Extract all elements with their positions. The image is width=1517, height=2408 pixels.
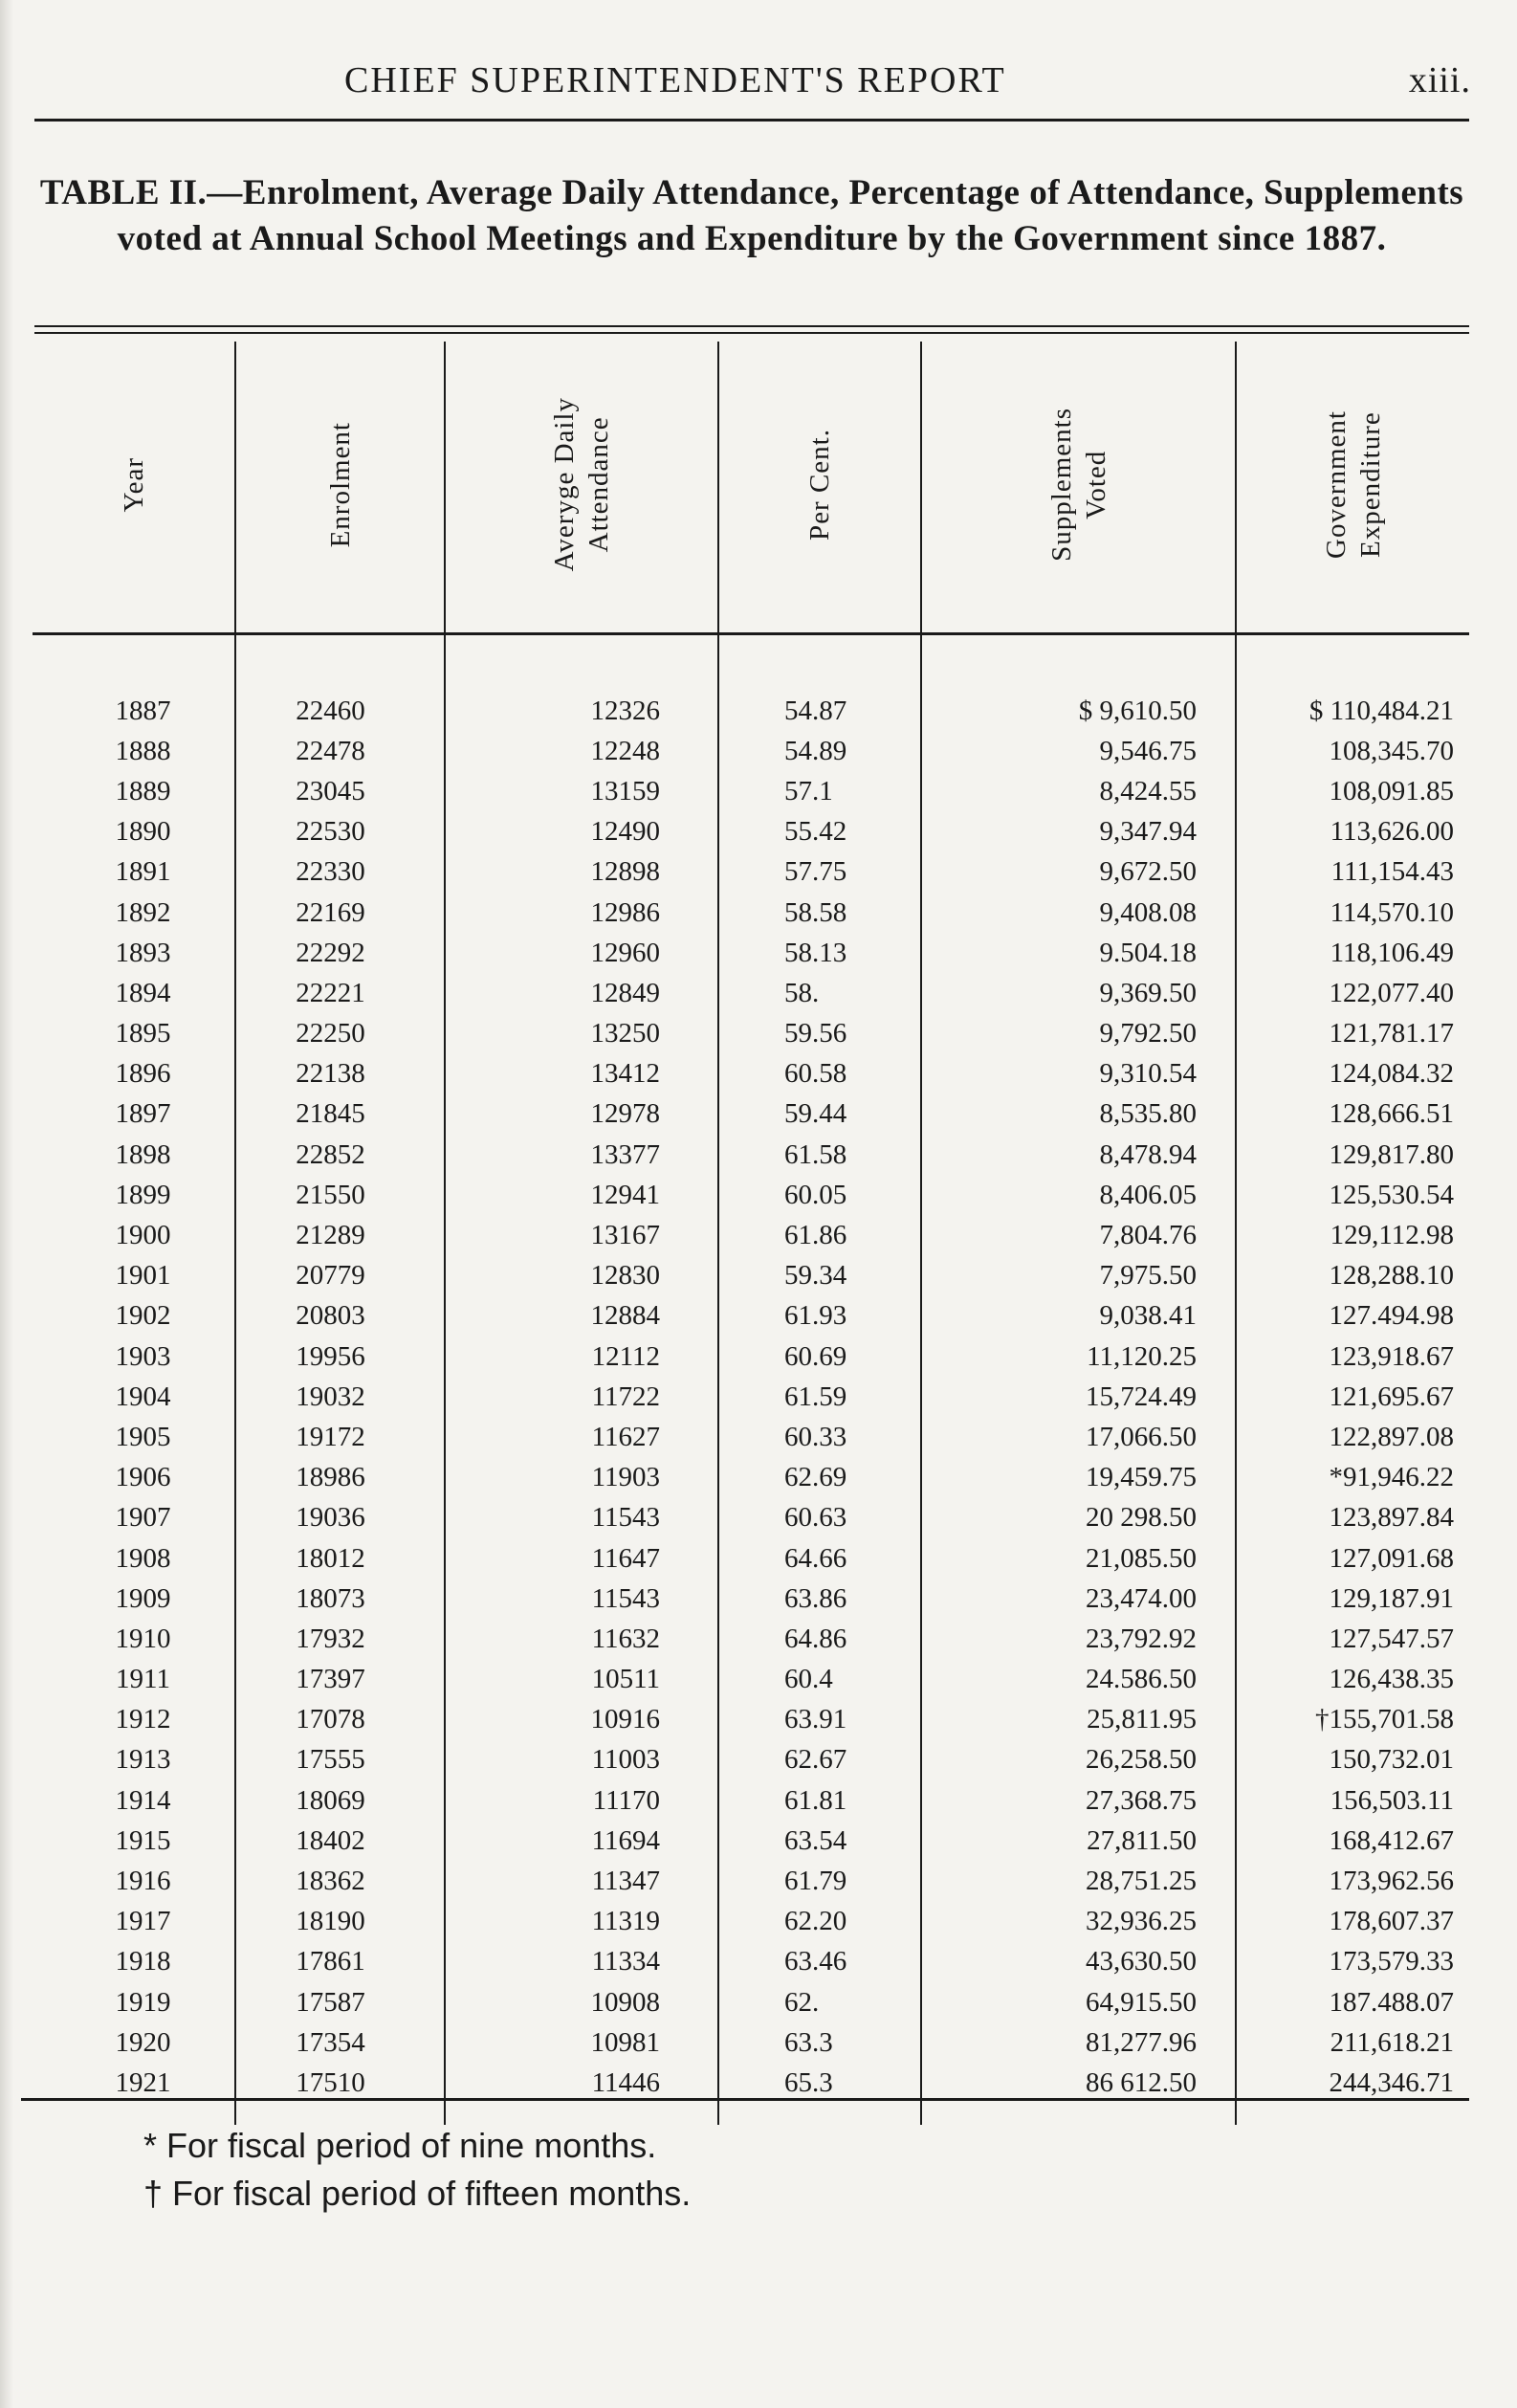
header-attendance-line2: Attendance	[583, 416, 614, 553]
cell-expenditure: 108,091.85	[1236, 771, 1469, 811]
cell-supplements: 19,459.75	[921, 1458, 1236, 1498]
cell-expenditure: 129,817.80	[1236, 1135, 1469, 1175]
cell-percent: 62.	[718, 1982, 921, 2022]
cell-attendance: 10511	[445, 1660, 718, 1700]
cell-expenditure: 124,084.32	[1236, 1054, 1469, 1094]
cell-expenditure: 127.494.98	[1236, 1296, 1469, 1337]
cell-supplements: $ 9,610.50	[921, 634, 1236, 732]
cell-attendance: 10916	[445, 1700, 718, 1740]
cell-supplements: 81,277.96	[921, 2022, 1236, 2063]
header-supplements	[921, 342, 1236, 634]
cell-enrolment: 18402	[235, 1821, 445, 1861]
table-row	[33, 634, 1469, 732]
cell-enrolment: 18073	[235, 1579, 445, 1619]
table-row	[33, 1094, 1469, 1135]
cell-supplements: 21,085.50	[921, 1538, 1236, 1579]
cell-percent: 62.20	[718, 1902, 921, 1942]
cell-percent: 61.93	[718, 1296, 921, 1337]
cell-percent: 63.91	[718, 1700, 921, 1740]
cell-attendance: 13167	[445, 1215, 718, 1255]
header-attendance-label	[547, 397, 616, 571]
cell-year: 1895	[115, 1018, 171, 1049]
table-row	[33, 731, 1469, 771]
cell-expenditure: 187.488.07	[1236, 1982, 1469, 2022]
table-row	[33, 1579, 1469, 1619]
header-expenditure-line1: Government	[1320, 410, 1352, 559]
cell-attendance: 11632	[445, 1619, 718, 1659]
cell-expenditure: 127,547.57	[1236, 1619, 1469, 1659]
cell-supplements: 8,478.94	[921, 1135, 1236, 1175]
cell-percent: 61.59	[718, 1377, 921, 1417]
cell-year: 1920	[115, 2026, 171, 2058]
cell-percent: 62.69	[718, 1458, 921, 1498]
table-row	[33, 973, 1469, 1013]
cell-year: 1910	[115, 1623, 171, 1654]
header-enrolment-label: Enrolment	[324, 421, 356, 548]
cell-percent: 59.34	[718, 1256, 921, 1296]
table-row	[33, 1054, 1469, 1094]
cell-enrolment: 22330	[235, 852, 445, 893]
cell-attendance: 11003	[445, 1740, 718, 1780]
cell-attendance: 11694	[445, 1821, 718, 1861]
cell-year: 1892	[115, 896, 171, 928]
table-bottom-rule	[21, 2098, 1469, 2101]
cell-enrolment: 22221	[235, 973, 445, 1013]
cell-enrolment: 20803	[235, 1296, 445, 1337]
header-attendance	[445, 342, 718, 634]
cell-supplements: 86 612.50	[921, 2063, 1236, 2124]
cell-supplements: 7,975.50	[921, 1256, 1236, 1296]
cell-percent: 61.86	[718, 1215, 921, 1255]
footnotes	[143, 2122, 691, 2218]
cell-attendance: 11627	[445, 1417, 718, 1457]
cell-attendance: 11446	[445, 2063, 718, 2124]
caption-rule-top	[34, 325, 1469, 327]
cell-expenditure: 128,666.51	[1236, 1094, 1469, 1135]
table-row	[33, 1942, 1469, 1982]
cell-enrolment: 21550	[235, 1175, 445, 1215]
cell-attendance: 11334	[445, 1942, 718, 1982]
table-row	[33, 852, 1469, 893]
cell-enrolment: 21289	[235, 1215, 445, 1255]
cell-percent: 54.89	[718, 731, 921, 771]
cell-percent: 61.79	[718, 1861, 921, 1901]
cell-expenditure: 173,962.56	[1236, 1861, 1469, 1901]
cell-enrolment: 19956	[235, 1337, 445, 1377]
cell-expenditure: 118,106.49	[1236, 933, 1469, 973]
cell-supplements: 9,369.50	[921, 973, 1236, 1013]
cell-supplements: 9,347.94	[921, 812, 1236, 852]
table-row	[33, 1700, 1469, 1740]
table-row	[33, 1014, 1469, 1054]
cell-enrolment: 18069	[235, 1780, 445, 1821]
cell-enrolment: 17861	[235, 1942, 445, 1982]
cell-attendance: 12112	[445, 1337, 718, 1377]
cell-enrolment: 19172	[235, 1417, 445, 1457]
cell-attendance: 13412	[445, 1054, 718, 1094]
header-enrolment	[235, 342, 445, 634]
cell-supplements: 43,630.50	[921, 1942, 1236, 1982]
table-row	[33, 1619, 1469, 1659]
cell-year: 1888	[115, 735, 171, 766]
cell-year: 1901	[115, 1260, 171, 1292]
cell-year: 1903	[115, 1340, 171, 1372]
cell-enrolment: 18190	[235, 1902, 445, 1942]
cell-year: 1902	[115, 1300, 171, 1332]
cell-year: 1915	[115, 1824, 171, 1856]
cell-year: 1904	[115, 1381, 171, 1412]
cell-percent: 63.46	[718, 1942, 921, 1982]
cell-supplements: 17,066.50	[921, 1417, 1236, 1457]
cell-attendance: 11647	[445, 1538, 718, 1579]
cell-year: 1896	[115, 1058, 171, 1090]
cell-enrolment: 18012	[235, 1538, 445, 1579]
cell-expenditure: 123,918.67	[1236, 1337, 1469, 1377]
cell-enrolment: 17354	[235, 2022, 445, 2063]
table-row	[33, 1538, 1469, 1579]
cell-year: 1919	[115, 1986, 171, 2018]
cell-year: 1890	[115, 816, 171, 848]
cell-supplements: 32,936.25	[921, 1902, 1236, 1942]
cell-supplements: 27,811.50	[921, 1821, 1236, 1861]
cell-year: 1921	[115, 2066, 171, 2098]
cell-percent: 57.75	[718, 852, 921, 893]
cell-attendance: 13159	[445, 771, 718, 811]
cell-attendance: 12960	[445, 933, 718, 973]
cell-percent: 62.67	[718, 1740, 921, 1780]
cell-enrolment: 17078	[235, 1700, 445, 1740]
cell-expenditure: †155,701.58	[1236, 1700, 1469, 1740]
cell-supplements: 20 298.50	[921, 1498, 1236, 1538]
cell-percent: 60.33	[718, 1417, 921, 1457]
table-row	[33, 1215, 1469, 1255]
cell-attendance: 12898	[445, 852, 718, 893]
cell-year: 1889	[115, 775, 171, 806]
cell-supplements: 23,474.00	[921, 1579, 1236, 1619]
table-row	[33, 1458, 1469, 1498]
cell-supplements: 9,792.50	[921, 1014, 1236, 1054]
table-row	[33, 1337, 1469, 1377]
cell-attendance: 11543	[445, 1579, 718, 1619]
cell-expenditure: 156,503.11	[1236, 1780, 1469, 1821]
cell-percent: 57.1	[718, 771, 921, 811]
cell-percent: 60.58	[718, 1054, 921, 1094]
cell-percent: 61.81	[718, 1780, 921, 1821]
cell-year: 1899	[115, 1179, 171, 1210]
cell-expenditure: 127,091.68	[1236, 1538, 1469, 1579]
cell-attendance: 13377	[445, 1135, 718, 1175]
cell-percent: 58.58	[718, 893, 921, 933]
cell-expenditure: 178,607.37	[1236, 1902, 1469, 1942]
cell-year: 1894	[115, 977, 171, 1008]
cell-year: 1887	[115, 695, 171, 726]
cell-expenditure: $ 110,484.21	[1236, 634, 1469, 732]
table-row	[33, 1498, 1469, 1538]
cell-percent: 64.86	[718, 1619, 921, 1659]
cell-year: 1893	[115, 937, 171, 968]
cell-percent: 59.56	[718, 1014, 921, 1054]
cell-percent: 65.3	[718, 2063, 921, 2124]
header-attendance-line1: Averyge Daily	[549, 397, 580, 572]
cell-enrolment: 22460	[235, 634, 445, 732]
cell-year: 1898	[115, 1138, 171, 1170]
cell-attendance: 12978	[445, 1094, 718, 1135]
cell-supplements: 11,120.25	[921, 1337, 1236, 1377]
cell-supplements: 9,310.54	[921, 1054, 1236, 1094]
header-year	[33, 342, 235, 634]
cell-enrolment: 17932	[235, 1619, 445, 1659]
cell-attendance: 13250	[445, 1014, 718, 1054]
cell-supplements: 26,258.50	[921, 1740, 1236, 1780]
cell-expenditure: 244,346.71	[1236, 2063, 1469, 2124]
table-row	[33, 1256, 1469, 1296]
cell-expenditure: *91,946.22	[1236, 1458, 1469, 1498]
cell-year: 1913	[115, 1744, 171, 1776]
cell-attendance: 10908	[445, 1982, 718, 2022]
cell-percent: 55.42	[718, 812, 921, 852]
cell-enrolment: 23045	[235, 771, 445, 811]
cell-expenditure: 114,570.10	[1236, 893, 1469, 933]
header-year-label: Year	[118, 456, 149, 513]
cell-supplements: 28,751.25	[921, 1861, 1236, 1901]
table-row	[33, 933, 1469, 973]
cell-attendance: 12884	[445, 1296, 718, 1337]
cell-supplements: 9,038.41	[921, 1296, 1236, 1337]
cell-enrolment: 22138	[235, 1054, 445, 1094]
cell-supplements: 9.504.18	[921, 933, 1236, 973]
cell-supplements: 23,792.92	[921, 1619, 1236, 1659]
cell-year: 1908	[115, 1542, 171, 1574]
caption-rule-bottom	[34, 332, 1469, 334]
header-expenditure	[1236, 342, 1469, 634]
cell-supplements: 8,424.55	[921, 771, 1236, 811]
cell-percent: 54.87	[718, 634, 921, 732]
cell-enrolment: 22530	[235, 812, 445, 852]
cell-enrolment: 22169	[235, 893, 445, 933]
cell-percent: 61.58	[718, 1135, 921, 1175]
cell-attendance: 11903	[445, 1458, 718, 1498]
cell-enrolment: 22292	[235, 933, 445, 973]
cell-year: 1906	[115, 1462, 171, 1493]
cell-expenditure: 129,187.91	[1236, 1579, 1469, 1619]
running-head-title: CHIEF SUPERINTENDENT'S REPORT	[344, 60, 1006, 100]
cell-enrolment: 17397	[235, 1660, 445, 1700]
cell-enrolment: 19036	[235, 1498, 445, 1538]
cell-year: 1914	[115, 1784, 171, 1816]
cell-percent: 60.05	[718, 1175, 921, 1215]
cell-expenditure: 123,897.84	[1236, 1498, 1469, 1538]
cell-enrolment: 22852	[235, 1135, 445, 1175]
cell-enrolment: 21845	[235, 1094, 445, 1135]
cell-attendance: 11722	[445, 1377, 718, 1417]
cell-year: 1916	[115, 1866, 171, 1897]
cell-expenditure: 211,618.21	[1236, 2022, 1469, 2063]
table-row	[33, 1982, 1469, 2022]
header-expenditure-line2: Expenditure	[1354, 411, 1386, 558]
cell-percent: 60.63	[718, 1498, 921, 1538]
cell-expenditure: 129,112.98	[1236, 1215, 1469, 1255]
cell-percent: 60.69	[718, 1337, 921, 1377]
cell-percent: 58.13	[718, 933, 921, 973]
cell-expenditure: 122,077.40	[1236, 973, 1469, 1013]
cell-year: 1905	[115, 1421, 171, 1452]
table-row	[33, 1417, 1469, 1457]
cell-supplements: 9,546.75	[921, 731, 1236, 771]
cell-year: 1891	[115, 856, 171, 888]
cell-year: 1917	[115, 1906, 171, 1937]
cell-expenditure: 122,897.08	[1236, 1417, 1469, 1457]
cell-attendance: 11543	[445, 1498, 718, 1538]
header-supplements-label	[1044, 408, 1113, 562]
header-percent-label: Per Cent.	[804, 429, 835, 541]
cell-attendance: 12490	[445, 812, 718, 852]
table-body	[33, 634, 1469, 2125]
cell-supplements: 9,672.50	[921, 852, 1236, 893]
header-row	[33, 342, 1469, 634]
cell-attendance: 11170	[445, 1780, 718, 1821]
cell-supplements: 27,368.75	[921, 1780, 1236, 1821]
cell-expenditure: 168,412.67	[1236, 1821, 1469, 1861]
cell-attendance: 12248	[445, 731, 718, 771]
cell-enrolment: 22250	[235, 1014, 445, 1054]
cell-supplements: 8,406.05	[921, 1175, 1236, 1215]
table-row	[33, 1821, 1469, 1861]
cell-percent: 63.86	[718, 1579, 921, 1619]
table-row	[33, 1861, 1469, 1901]
table-row	[33, 1296, 1469, 1337]
table-row	[33, 1377, 1469, 1417]
cell-attendance: 12830	[445, 1256, 718, 1296]
table-row	[33, 812, 1469, 852]
cell-attendance: 11319	[445, 1902, 718, 1942]
cell-year: 1918	[115, 1946, 171, 1977]
cell-enrolment: 19032	[235, 1377, 445, 1417]
header-expenditure-label	[1319, 410, 1388, 559]
table-row	[33, 1740, 1469, 1780]
cell-attendance: 12326	[445, 634, 718, 732]
header-supplements-line2: Voted	[1080, 450, 1111, 519]
cell-year: 1909	[115, 1582, 171, 1614]
table-row	[33, 1135, 1469, 1175]
cell-percent: 58.	[718, 973, 921, 1013]
cell-enrolment: 17555	[235, 1740, 445, 1780]
cell-supplements: 64,915.50	[921, 1982, 1236, 2022]
running-head	[0, 59, 1517, 107]
cell-attendance: 10981	[445, 2022, 718, 2063]
table-row	[33, 771, 1469, 811]
cell-percent: 59.44	[718, 1094, 921, 1135]
cell-supplements: 7,804.76	[921, 1215, 1236, 1255]
cell-percent: 63.54	[718, 1821, 921, 1861]
page-number: xiii.	[1408, 60, 1471, 100]
cell-expenditure: 128,288.10	[1236, 1256, 1469, 1296]
cell-year: 1900	[115, 1220, 171, 1251]
cell-attendance: 12986	[445, 893, 718, 933]
cell-attendance: 11347	[445, 1861, 718, 1901]
table-row	[33, 893, 1469, 933]
cell-year: 1912	[115, 1704, 171, 1735]
cell-enrolment: 18362	[235, 1861, 445, 1901]
table-row	[33, 1902, 1469, 1942]
cell-expenditure: 150,732.01	[1236, 1740, 1469, 1780]
page-edge-shadow	[0, 0, 13, 2408]
table-caption: TABLE II.—Enrolment, Average Daily Attendance, Percentage of Attendance, Supplements voted at Annual School Meetings and Expenditure by the Government since 1887.	[39, 173, 1464, 258]
table-row	[33, 1660, 1469, 1700]
table-row	[33, 2063, 1469, 2124]
header-percent	[718, 342, 921, 634]
cell-enrolment: 17510	[235, 2063, 445, 2124]
cell-expenditure: 126,438.35	[1236, 1660, 1469, 1700]
header-rule	[34, 119, 1469, 122]
table-row	[33, 1175, 1469, 1215]
cell-percent: 63.3	[718, 2022, 921, 2063]
cell-percent: 60.4	[718, 1660, 921, 1700]
statistics-table	[33, 342, 1469, 2125]
cell-expenditure: 121,695.67	[1236, 1377, 1469, 1417]
cell-year: 1907	[115, 1502, 171, 1534]
cell-enrolment: 22478	[235, 731, 445, 771]
cell-expenditure: 108,345.70	[1236, 731, 1469, 771]
cell-enrolment: 18986	[235, 1458, 445, 1498]
cell-enrolment: 20779	[235, 1256, 445, 1296]
cell-supplements: 24.586.50	[921, 1660, 1236, 1700]
cell-expenditure: 125,530.54	[1236, 1175, 1469, 1215]
cell-expenditure: 111,154.43	[1236, 852, 1469, 893]
table-row	[33, 1780, 1469, 1821]
cell-attendance: 12849	[445, 973, 718, 1013]
header-supplements-line1: Supplements	[1045, 408, 1077, 562]
footnote-fifteen-months: † For fiscal period of fifteen months.	[143, 2174, 692, 2213]
cell-supplements: 8,535.80	[921, 1094, 1236, 1135]
cell-supplements: 25,811.95	[921, 1700, 1236, 1740]
cell-enrolment: 17587	[235, 1982, 445, 2022]
cell-expenditure: 121,781.17	[1236, 1014, 1469, 1054]
cell-supplements: 9,408.08	[921, 893, 1236, 933]
cell-year: 1911	[116, 1664, 170, 1695]
cell-year: 1897	[115, 1098, 171, 1130]
cell-supplements: 15,724.49	[921, 1377, 1236, 1417]
table-row	[33, 2022, 1469, 2063]
cell-expenditure: 113,626.00	[1236, 812, 1469, 852]
cell-expenditure: 173,579.33	[1236, 1942, 1469, 1982]
cell-percent: 64.66	[718, 1538, 921, 1579]
footnote-nine-months: * For fiscal period of nine months.	[143, 2126, 657, 2165]
cell-attendance: 12941	[445, 1175, 718, 1215]
